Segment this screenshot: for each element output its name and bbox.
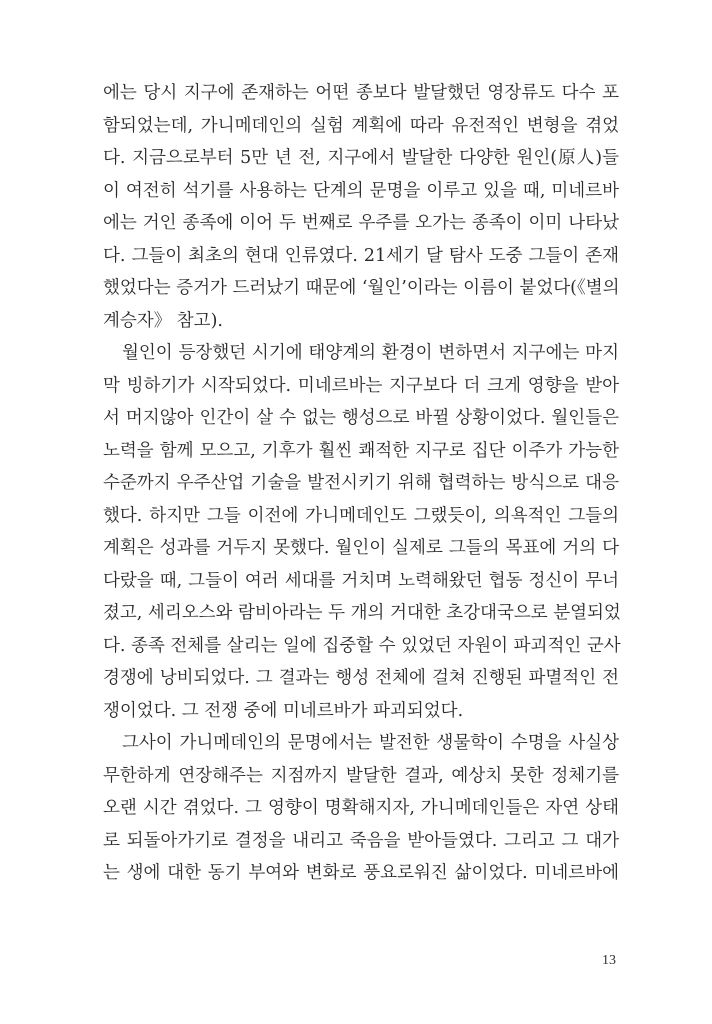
paragraph-start-line: 그사이 가니메데인의 문명에서는 발전한 생물학이 수명을 사실상 — [122, 733, 619, 753]
text-line: 다. 지금으로부터 5만 년 전, 지구에서 발달한 다양한 원인(原人)들 — [103, 148, 619, 168]
text-line: 했다. 하지만 그들 이전에 가니메데인도 그랬듯이, 의욕적인 그들의 — [103, 505, 619, 526]
text-line: 계획은 성과를 거두지 못했다. 월인이 실제로 그들의 목표에 거의 다 — [103, 538, 619, 558]
paragraph-start-line: 월인이 등장했던 시기에 태양계의 환경이 변하면서 지구에는 마지 — [122, 343, 619, 363]
text-line: 는 생에 대한 동기 부여와 변화로 풍요로워진 삶이었다. 미네르바에 — [103, 863, 619, 883]
text-line: 로 되돌아가기로 결정을 내리고 죽음을 받아들였다. 그리고 그 대가 — [103, 830, 619, 851]
text-line: 에는 당시 지구에 존재하는 어떤 종보다 발달했던 영장류도 다수 포 — [103, 83, 619, 103]
text-line: 졌고, 세리오스와 람비아라는 두 개의 거대한 초강대국으로 분열되었 — [103, 603, 621, 623]
text-line: 막 빙하기가 시작되었다. 미네르바는 지구보다 더 크게 영향을 받아 — [103, 375, 619, 396]
text-line: 서 머지않아 인간이 살 수 없는 행성으로 바뀔 상황이었다. 월인들은 — [103, 408, 619, 428]
text-line: 다랐을 때, 그들이 여러 세대를 거치며 노력해왔던 협동 정신이 무너 — [103, 570, 619, 591]
text-line: 쟁이었다. 그 전쟁 중에 미네르바가 파괴되었다. — [103, 700, 464, 721]
text-line: 경쟁에 낭비되었다. 그 결과는 행성 전체에 걸쳐 진행된 파멸적인 전 — [103, 668, 619, 688]
text-line: 계승자》 참고). — [103, 310, 223, 331]
text-line: 했었다는 증거가 드러났기 때문에 ‘월인’이라는 이름이 붙었다(《별의 — [103, 278, 620, 298]
text-line: 이 여전히 석기를 사용하는 단계의 문명을 이루고 있을 때, 미네르바 — [103, 180, 619, 201]
text-line: 수준까지 우주산업 기술을 발전시키기 위해 협력하는 방식으로 대응 — [103, 473, 619, 493]
text-line: 다. 그들이 최초의 현대 인류였다. 21세기 달 탐사 도중 그들이 존재 — [103, 245, 619, 266]
text-line: 무한하게 연장해주는 지점까지 발달한 결과, 예상치 못한 정체기를 — [103, 765, 619, 786]
page-number: 13 — [602, 953, 616, 968]
body-text — [103, 77, 619, 890]
text-line: 다. 종족 전체를 살리는 일에 집중할 수 있었던 자원이 파괴적인 군사 — [103, 635, 621, 656]
text-line: 에는 거인 종족에 이어 두 번째로 우주를 오가는 종족이 이미 나타났 — [103, 213, 619, 233]
text-line: 노력을 함께 모으고, 기후가 훨씬 쾌적한 지구로 집단 이주가 가능한 — [103, 440, 619, 461]
text-line: 오랜 시간 겪었다. 그 영향이 명확해지자, 가니메데인들은 자연 상태 — [103, 798, 619, 818]
text-line: 함되었는데, 가니메데인의 실험 계획에 따라 유전적인 변형을 겪었 — [103, 115, 619, 136]
